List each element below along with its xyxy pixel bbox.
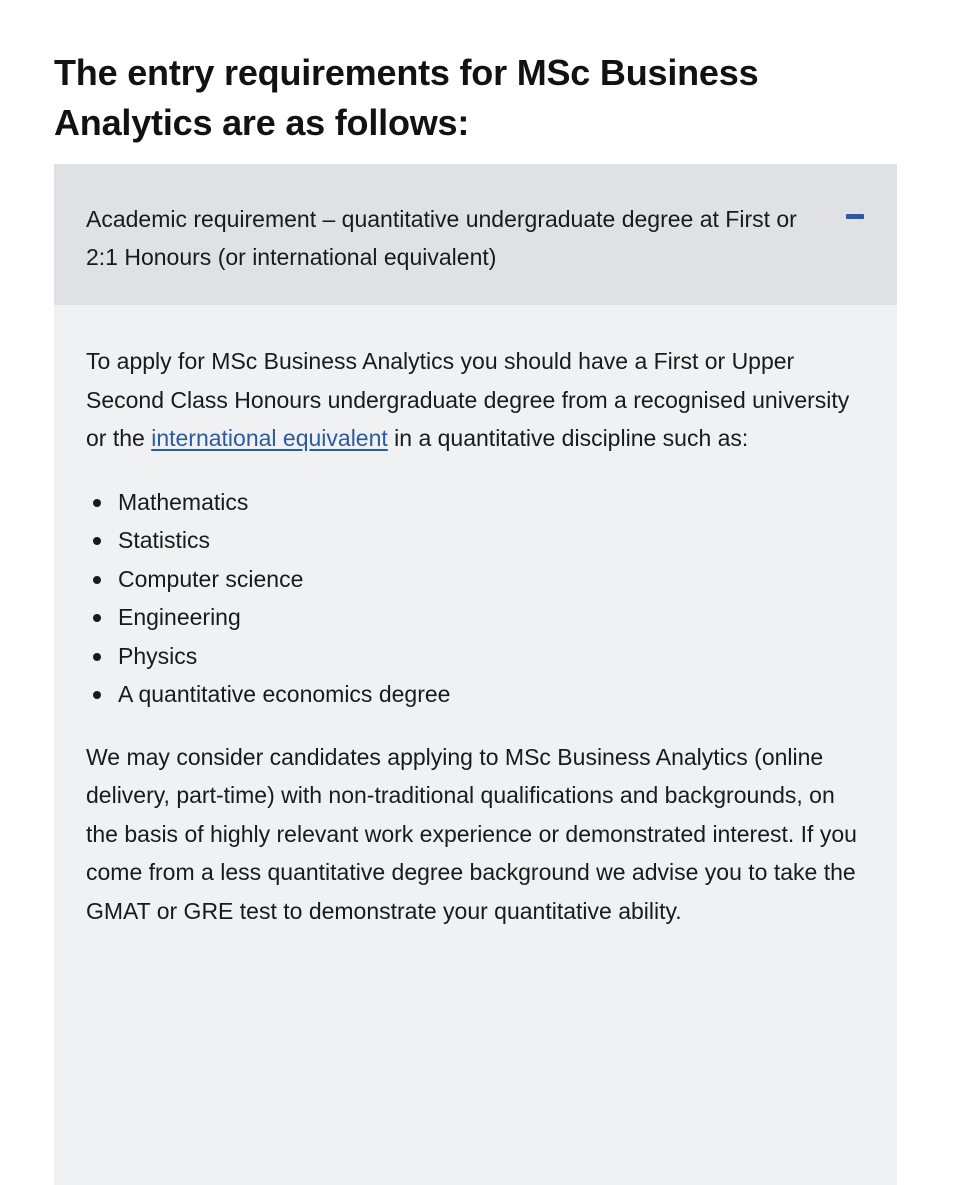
intro-text: To apply for MSc Business Analytics you should have a First or Upper Second Class Honours undergraduate degree from a recognised university or the bbox=[86, 348, 850, 451]
international-equivalent-link[interactable]: international equivalent bbox=[151, 425, 388, 451]
intro-paragraph bbox=[86, 342, 865, 458]
list-item: Engineering bbox=[86, 598, 865, 637]
intro-text-continued: in a quantitative discipline such as: bbox=[387, 425, 749, 451]
list-item: Statistics bbox=[86, 521, 865, 560]
closing-paragraph: We may consider candidates applying to MSc Business Analytics (online delivery, part-time) with non-traditional qualifications and backgrounds, on the basis of highly relevant work experience or demonstrated interest. If you come from a less quantitative degree background we advise you to take the GMAT or GRE test to demonstrate your quantitative ability. bbox=[86, 743, 857, 924]
accordion-header-label: Academic requirement – quantitative undergraduate degree at First or 2:1 Honours (or international equivalent) bbox=[86, 206, 797, 270]
list-item: A quantitative economics degree bbox=[86, 675, 865, 714]
page-content bbox=[54, 0, 897, 1185]
accordion-header[interactable] bbox=[54, 164, 897, 305]
minus-icon[interactable] bbox=[846, 214, 864, 219]
page-title: The entry requirements for MSc Business Analytics are as follows: bbox=[54, 52, 759, 143]
disciplines-list bbox=[86, 483, 865, 714]
list-item: Mathematics bbox=[86, 483, 865, 522]
list-item: Computer science bbox=[86, 560, 865, 599]
list-item: Physics bbox=[86, 637, 865, 676]
entry-requirements-accordion bbox=[54, 164, 897, 1185]
accordion-panel bbox=[54, 305, 897, 1185]
